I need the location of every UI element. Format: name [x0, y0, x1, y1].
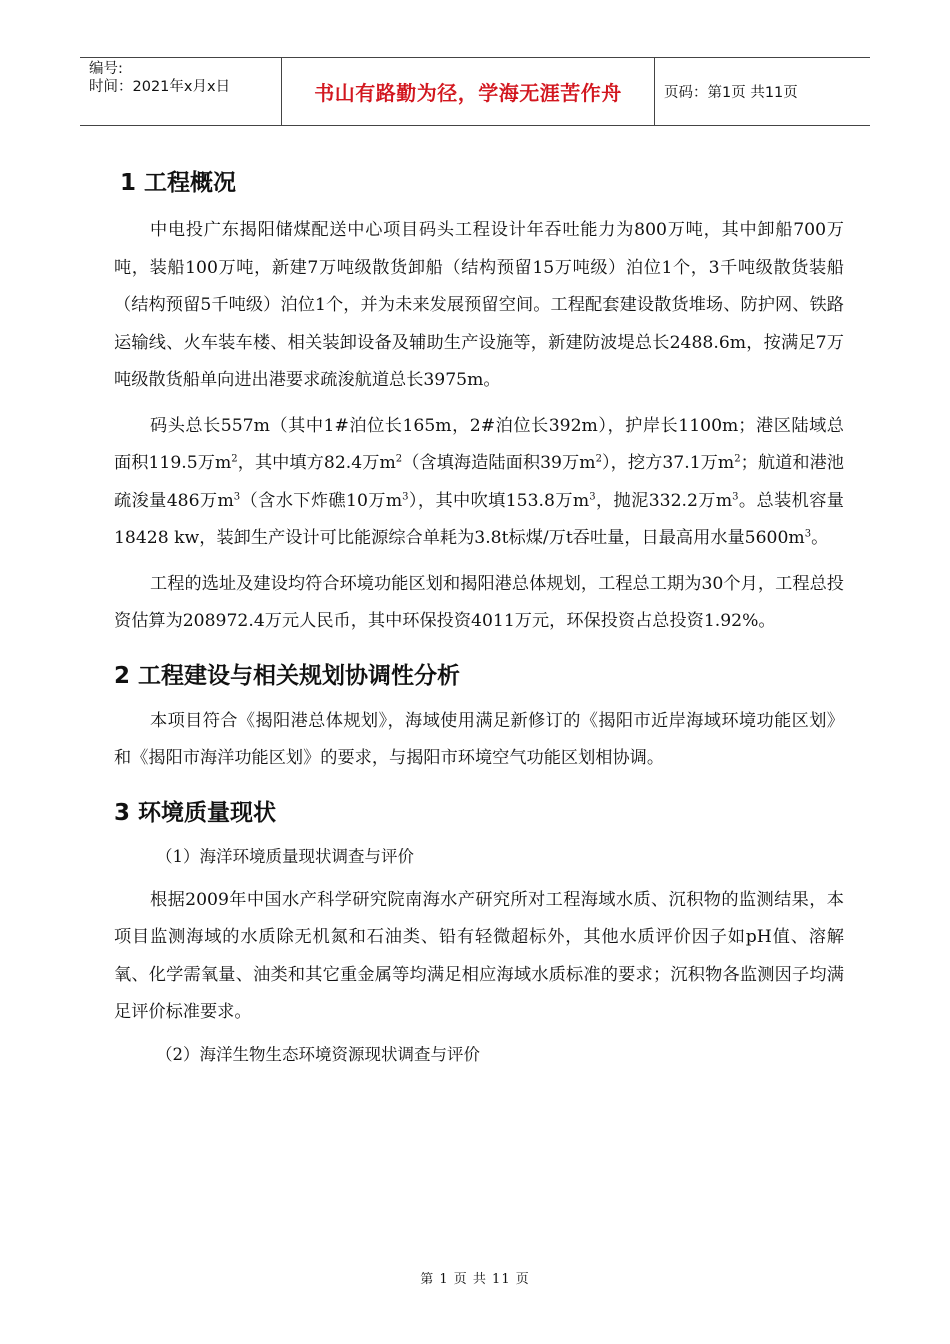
header-page-info: 页码：第1页 共11页	[664, 85, 798, 101]
section-3-subheading-2: （2）海洋生物生态环境资源现状调查与评价	[156, 1044, 480, 1064]
section-1-paragraph-2: 码头总长557m（其中1#泊位长165m，2#泊位长392m），护岸长1100m；港区陆域总面积119.5万$m^2$，其中填方82.4万$m^2$（含填海造陆面积39万$m^2$），挖方37.1万$m^2$；航道和港池疏浚量486万$m^3$（含水下炸礁10万$m^3$），其中吹填153.8万$m^3$，抛泥332.2万$m^3$。总装机容量18428 kw，装卸生产设计可比能源综合单耗为3.8t标煤/万t吞吐量，日最高用水量$5600m^3$。	[114, 415, 844, 548]
page-footer: 第 1 页 共 11 页	[420, 1272, 530, 1287]
section-1-paragraph-1: 中电投广东揭阳储煤配送中心项目码头工程设计年吞吐能力为800万吨，其中卸船700万吨，装船100万吨，新建7万吨级散货卸船（结构预留15万吨级）泊位1个，3千吨级散货装船（结构预留5千吨级）泊位1个，并为未来发展预留空间。工程配套建设散货堆场、防护网、铁路运输线、火车装车楼、相关装卸设备及辅助生产设施等，新建防波堤总长2488.6m，按满足7万吨级散货船单向进出港要求疏浚航道总长3975m。	[114, 220, 844, 390]
header-motto: 书山有路勤为径，学海无涯苦作舟	[282, 58, 655, 125]
section-2-title: 2 工程建设与相关规划协调性分析	[114, 662, 461, 689]
doc-time-label: 时间：2021年x月x日	[89, 79, 231, 95]
section-3-paragraph-1: 根据2009年中国水产科学研究院南海水产研究所对工程海域水质、沉积物的监测结果，本项目监测海域的水质除无机氮和石油类、铅有轻微超标外，其他水质评价因子如pH值、溶解氧、化学需氧量、油类和其它重金属等均满足相应海域水质标准的要求；沉积物各监测因子均满足评价标准要求。	[114, 889, 844, 1022]
section-1-title: 1 工程概况	[120, 170, 237, 196]
header-meta	[80, 58, 282, 125]
section-3-subheading-1: （1）海洋环境质量现状调查与评价	[156, 846, 414, 866]
page-header	[80, 57, 870, 126]
section-2-paragraph-1: 本项目符合《揭阳港总体规划》，海域使用满足新修订的《揭阳市近岸海域环境功能区划》和《揭阳市海洋功能区划》的要求，与揭阳市环境空气功能区划相协调。	[114, 710, 844, 768]
section-1-paragraph-3: 工程的选址及建设均符合环境功能区划和揭阳港总体规划，工程总工期为30个月，工程总投资估算为208972.4万元人民币，其中环保投资4011万元，环保投资占总投资1.92%。	[114, 573, 844, 631]
section-3-title: 3 环境质量现状	[114, 799, 277, 826]
document-body	[114, 168, 844, 1070]
doc-number-label: 编号:	[89, 61, 123, 77]
